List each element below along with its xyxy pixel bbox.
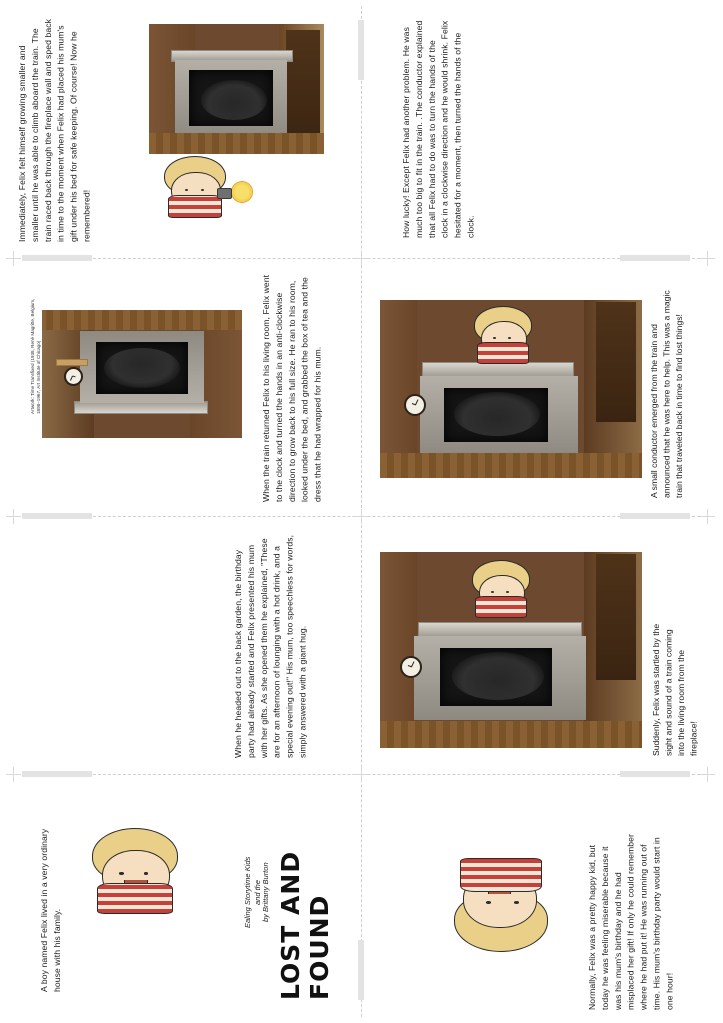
cover-title-block <box>220 802 340 1002</box>
felix-eye-left <box>119 872 124 874</box>
panel-page-8 <box>14 10 344 250</box>
scene-door <box>286 30 320 148</box>
scene-mantel-clock <box>404 394 426 416</box>
sun-doodle <box>232 182 252 202</box>
trim-bar-center-top <box>358 20 364 80</box>
trim-bar-right-3 <box>620 771 690 777</box>
fireplace-train-scene-top <box>149 24 324 154</box>
crop-mark-center-2 <box>354 509 369 524</box>
scene-mantel-clock <box>64 367 83 386</box>
page-5-body-text <box>400 18 550 238</box>
train-doodle <box>217 188 232 199</box>
trim-bar-left-3 <box>22 771 92 777</box>
page-4-caption-value: A small conductor emerged from the train and announced that he was here to help. This was a magic train that traveled back in time to find lost things! <box>649 290 684 498</box>
crop-mark-left-1 <box>6 251 21 266</box>
page-8-body-text <box>16 18 134 242</box>
felix-shirt <box>477 342 528 364</box>
felix-eye-left <box>491 591 494 593</box>
scene-door <box>596 302 636 422</box>
scene-floor <box>380 453 642 478</box>
trim-bar-center-bottom <box>358 940 364 1000</box>
felix-eye-left <box>185 189 188 191</box>
book-credit-line-2: and the <box>253 879 262 905</box>
felix-character-top <box>164 156 226 218</box>
scene-train-smoke <box>452 652 544 700</box>
scene-floor <box>380 721 642 748</box>
scene-shelf <box>56 359 88 366</box>
scene-wall-left <box>380 300 417 478</box>
panel-page-2 <box>372 784 702 1016</box>
crop-mark-left-3 <box>6 767 21 782</box>
felix-character-page-2 <box>454 858 548 952</box>
fireplace-boy-scene-mid-right <box>380 300 642 478</box>
felix-eye-left <box>514 901 519 904</box>
panel-page-7 <box>14 268 344 508</box>
trim-bar-right-1 <box>620 255 690 261</box>
felix-eye-right <box>486 901 491 904</box>
felix-shirt <box>475 596 526 618</box>
panel-page-4 <box>372 268 702 508</box>
fireplace-boy-scene-bottom <box>380 552 642 748</box>
felix-shirt <box>97 883 173 914</box>
felix-eye-right <box>201 189 204 191</box>
felix-character-scene <box>472 560 530 618</box>
page-7-body-text-value: When the train returned Felix to his living room, Felix went to the clock and turned the hands in an anti-clockwise direction to grow back to his full size. He ran to his room, looked under the bed, and grabbed the box of tea and the dress that he had wrapped for his mum. <box>261 274 323 502</box>
trim-bar-left-2 <box>22 513 92 519</box>
panel-page-3 <box>372 526 702 766</box>
page-4-caption-text <box>648 282 702 498</box>
scene-train-smoke <box>454 392 540 436</box>
artwork-credit-value: Artwork: Time Transfixed (1938, René Magritte, Belgium, 1898–1967, Art Institute of Chicago) <box>30 298 42 414</box>
scene-floor <box>149 133 324 154</box>
crop-mark-right-3 <box>700 767 715 782</box>
page-8-body-text-value: Immediately, Felix felt himself growing smaller and smaller until he was able to climb aboard the train. The train raced back through the fireplace wall and sped back in time to the moment when Felix had placed his mum's gift under his bed for safe keeping. Of course! Now he remembered! <box>17 18 92 242</box>
page-2-body-text-value: Normally, Felix was a pretty happy kid, but today he was feeling miserable because it was his mum's birthday and he had misplaced her gift! If only he could remember where he had put it! He was running out of time. His mum's birthday party would start in one hour! <box>587 834 675 1010</box>
scene-floor <box>42 310 242 330</box>
page-6-body-text-value: When he headed out to the back garden, the birthday party had already started and Felix presented his mum with her gifts. As she opened them he explained, "These are for an afternoon of lounging with a hot drink, and a special evening out!" His mum, too speechless for words, simply answered with a giant hug. <box>233 534 308 758</box>
felix-eye-right <box>144 872 149 874</box>
felix-character-cover <box>92 828 178 914</box>
cover-body-text <box>38 820 94 992</box>
artwork-credit-text <box>30 294 42 414</box>
panel-page-6 <box>14 526 344 766</box>
page-2-body-text <box>586 832 698 1010</box>
scene-door <box>596 554 636 680</box>
cover-body-text-value: A boy named Felix lived in a very ordinary house with his family. <box>39 828 62 992</box>
panel-cover <box>14 784 344 1016</box>
crop-mark-left-2 <box>6 509 21 524</box>
felix-eye-right <box>508 337 511 339</box>
felix-eye-left <box>493 337 496 339</box>
page-3-caption-value: Suddenly, Felix was startled by the sight and sound of a train coming into the living room from the fireplace! <box>651 623 699 756</box>
fireplace-clock-scene-mid <box>42 310 242 438</box>
crop-mark-center-3 <box>354 767 369 782</box>
crop-mark-center-1 <box>354 251 369 266</box>
crop-mark-right-1 <box>700 251 715 266</box>
crop-mark-right-2 <box>700 509 715 524</box>
felix-shirt <box>168 195 223 218</box>
book-credit-line-1: by Brittany Burton <box>261 862 270 922</box>
scene-wall-left <box>380 552 417 748</box>
felix-shirt <box>460 858 543 892</box>
book-title: LOST AND FOUND <box>276 850 334 1000</box>
trim-bar-left-1 <box>22 255 92 261</box>
page-6-body-text <box>232 532 352 758</box>
felix-eye-right <box>506 591 509 593</box>
page-3-caption-text <box>650 614 699 756</box>
trim-bar-right-2 <box>620 513 690 519</box>
page-5-body-text-value: How lucky! Except Felix had another problem. He was much too big to fit in the train. .The conductor explained that all Felix had to do was to turn the hands of the clock in a clockwise direction and he would shrink. Felix hesitated for a moment, then turned the hands of the clock. <box>401 20 476 238</box>
scene-train-smoke <box>104 348 180 388</box>
felix-character-scene <box>474 306 532 364</box>
scene-mantel-clock <box>400 656 422 678</box>
scene-train-smoke <box>201 80 267 120</box>
page-7-body-text <box>260 272 352 502</box>
book-credit-line-3: Ealing Storytime Kids <box>243 856 252 928</box>
panel-page-5 <box>372 10 702 250</box>
